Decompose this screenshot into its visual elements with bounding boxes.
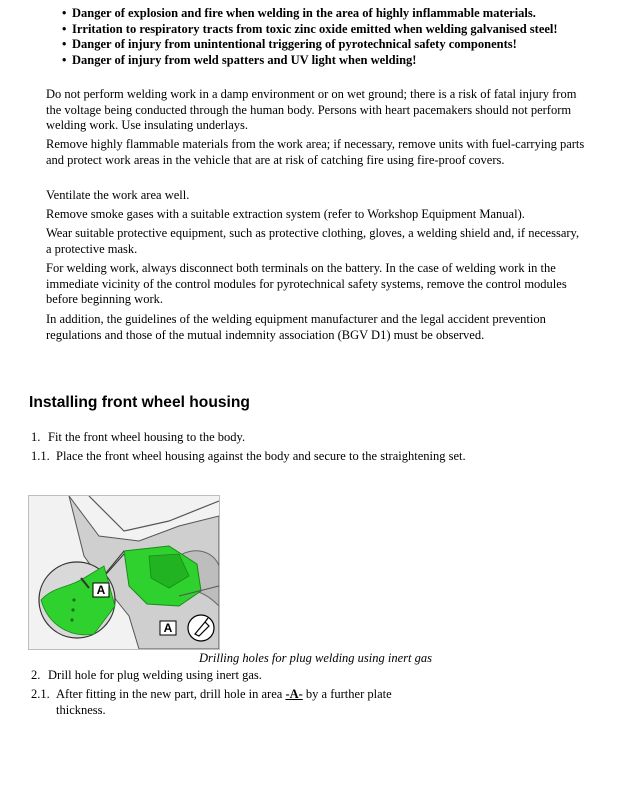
step-1 bbox=[31, 430, 471, 446]
warning-text: Irritation to respiratory tracts from toxic zinc oxide emitted when welding galvanised steel! bbox=[72, 21, 558, 36]
step-number: 2. bbox=[31, 668, 41, 682]
step-text: Drill hole for plug welding using inert gas. bbox=[48, 668, 262, 682]
warning-text: Danger of explosion and fire when welding in the area of highly inflammable materials. bbox=[72, 6, 536, 20]
step-text bbox=[31, 687, 431, 718]
label-a: A bbox=[163, 621, 173, 635]
bullet: • bbox=[62, 6, 67, 20]
warning-item bbox=[62, 22, 558, 38]
step-number: 1. bbox=[31, 430, 41, 444]
area-reference: -A- bbox=[285, 687, 303, 701]
paragraph-flammable-materials: Remove highly flammable materials from the work area; if necessary, remove units with fuel-carrying parts and protect work areas in the vehicle that are at risk of catching fire using fire-proof covers. bbox=[46, 137, 585, 167]
paragraph-guidelines: In addition, the guidelines of the welding equipment manufacturer and the legal accident prevention regulations and those of the mutual indemnity association (BGV D1) must be observed. bbox=[46, 312, 546, 342]
welding-icon bbox=[188, 615, 214, 641]
weld-point bbox=[70, 618, 73, 621]
step-2-1 bbox=[31, 687, 431, 718]
step-text-before: After fitting in the new part, drill hole in area bbox=[56, 687, 286, 701]
step-number: 1.1. bbox=[31, 449, 50, 463]
paragraph-protective-equipment: Wear suitable protective equipment, such as protective clothing, gloves, a welding shield and, if necessary, a protective mask. bbox=[46, 226, 580, 256]
paragraph-ventilate: Ventilate the work area well. bbox=[46, 188, 190, 202]
step-text: Place the front wheel housing against the body and secure to the straightening set. bbox=[56, 449, 466, 463]
warning-text: Danger of injury from weld spatters and UV light when welding! bbox=[72, 52, 417, 67]
wheel-housing-illustration bbox=[29, 496, 219, 649]
section-heading: Installing front wheel housing bbox=[29, 394, 250, 411]
bullet: • bbox=[62, 21, 67, 36]
label-a: A bbox=[96, 583, 106, 597]
step-text-after: by a further plate thickness. bbox=[56, 687, 392, 717]
step-number: 2.1. bbox=[31, 687, 50, 701]
warning-list bbox=[62, 6, 558, 68]
step-2 bbox=[31, 668, 471, 684]
step-1-1 bbox=[31, 449, 471, 465]
bullet: • bbox=[62, 37, 67, 52]
bullet: • bbox=[62, 52, 67, 67]
figure-caption: Drilling holes for plug welding using inert gas bbox=[199, 651, 432, 665]
warning-text: Danger of injury from unintentional triggering of pyrotechnical safety components! bbox=[72, 37, 517, 52]
paragraph-damp-environment: Do not perform welding work in a damp environment or on wet ground; there is a risk of fatal injury from the voltage being conducted through the human body. Persons with heart pacemakers should not perform welding work. Use insulating underlays. bbox=[46, 87, 577, 133]
figure-wheel-housing bbox=[28, 495, 220, 650]
paragraph-battery: For welding work, always disconnect both terminals on the battery. In the case of welding work in the immediate vicinity of the control modules for pyrotechnical safety systems, remove the control modules before beginning work. bbox=[46, 261, 567, 307]
warning-item bbox=[62, 53, 558, 69]
warning-item bbox=[62, 37, 558, 53]
weld-point bbox=[71, 608, 74, 611]
warning-item bbox=[62, 6, 558, 22]
weld-point bbox=[72, 598, 75, 601]
step-text: Fit the front wheel housing to the body. bbox=[48, 430, 246, 444]
paragraph-smoke-gases: Remove smoke gases with a suitable extraction system (refer to Workshop Equipment Manual). bbox=[46, 207, 525, 221]
